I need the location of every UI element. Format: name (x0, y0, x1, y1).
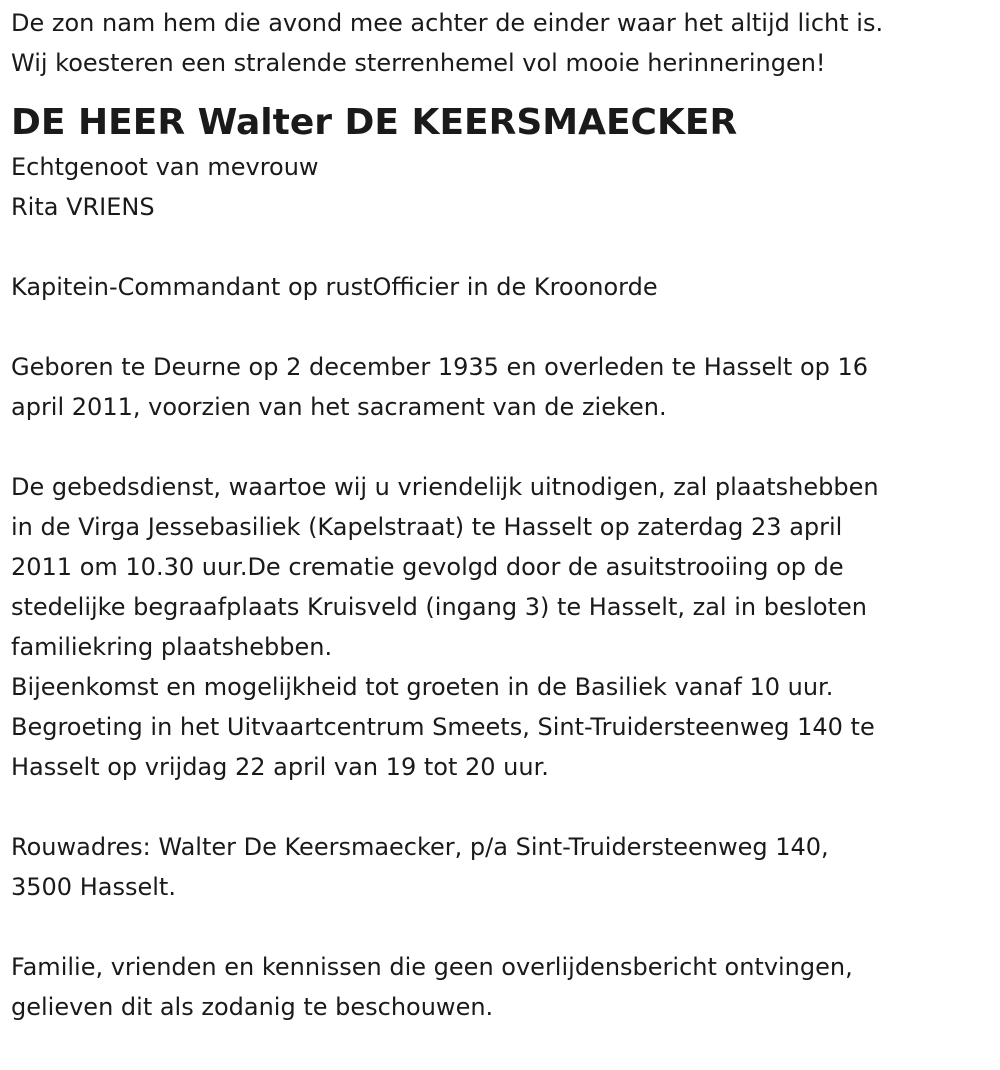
address-line: Rouwadres: Walter De Keersmaecker, p/a Sint-Truidersteenweg 140, (11, 833, 829, 861)
address-paragraph (11, 827, 995, 907)
spacer (11, 307, 995, 347)
spouse-info (11, 147, 995, 227)
service-line: Begroeting in het Uitvaartcentrum Smeets, Sint-Truidersteenweg 140 te (11, 713, 875, 741)
service-line: stedelijke begraafplaats Kruisveld (ingang 3) te Hasselt, zal in besloten (11, 593, 867, 621)
service-line: 2011 om 10.30 uur.De crematie gevolgd door de asuitstrooiing op de (11, 553, 844, 581)
service-line: in de Virga Jessebasiliek (Kapelstraat) te Hasselt op zaterdag 23 april (11, 513, 843, 541)
quote (11, 3, 995, 83)
notice-line: gelieven dit als zodanig te beschouwen. (11, 993, 494, 1021)
address-line: 3500 Hasselt. (11, 873, 176, 901)
quote-line: De zon nam hem die avond mee achter de einder waar het altijd licht is. (11, 9, 884, 37)
notice-line: Familie, vrienden en kennissen die geen overlijdensbericht ontvingen, (11, 953, 853, 981)
birth-death-paragraph (11, 347, 995, 427)
service-line: familiekring plaatshebben. (11, 633, 333, 661)
titles: Kapitein-Commandant op rustOfficier in de Kroonorde (11, 273, 658, 301)
service-line: Bijeenkomst en mogelijkheid tot groeten in de Basiliek vanaf 10 uur. (11, 673, 834, 701)
service-line: Hasselt op vrijdag 22 april van 19 tot 20 uur. (11, 753, 549, 781)
birth-death-line: Geboren te Deurne op 2 december 1935 en overleden te Hasselt op 16 (11, 353, 869, 381)
spouse-line: Echtgenoot van mevrouw (11, 153, 319, 181)
spacer (11, 787, 995, 827)
notice-paragraph (11, 947, 995, 1027)
quote-line: Wij koesteren een stralende sterrenhemel vol mooie herinneringen! (11, 49, 826, 77)
spacer (11, 227, 995, 267)
service-line: De gebedsdienst, waartoe wij u vriendelijk uitnodigen, zal plaatshebben (11, 473, 879, 501)
spacer (11, 907, 995, 947)
service-paragraph (11, 467, 995, 787)
obituary-document (11, 3, 995, 1027)
deceased-name: DE HEER Walter DE KEERSMAECKER (11, 102, 738, 143)
birth-death-line: april 2011, voorzien van het sacrament van de zieken. (11, 393, 667, 421)
spacer (11, 427, 995, 467)
spouse-name: Rita VRIENS (11, 193, 155, 221)
